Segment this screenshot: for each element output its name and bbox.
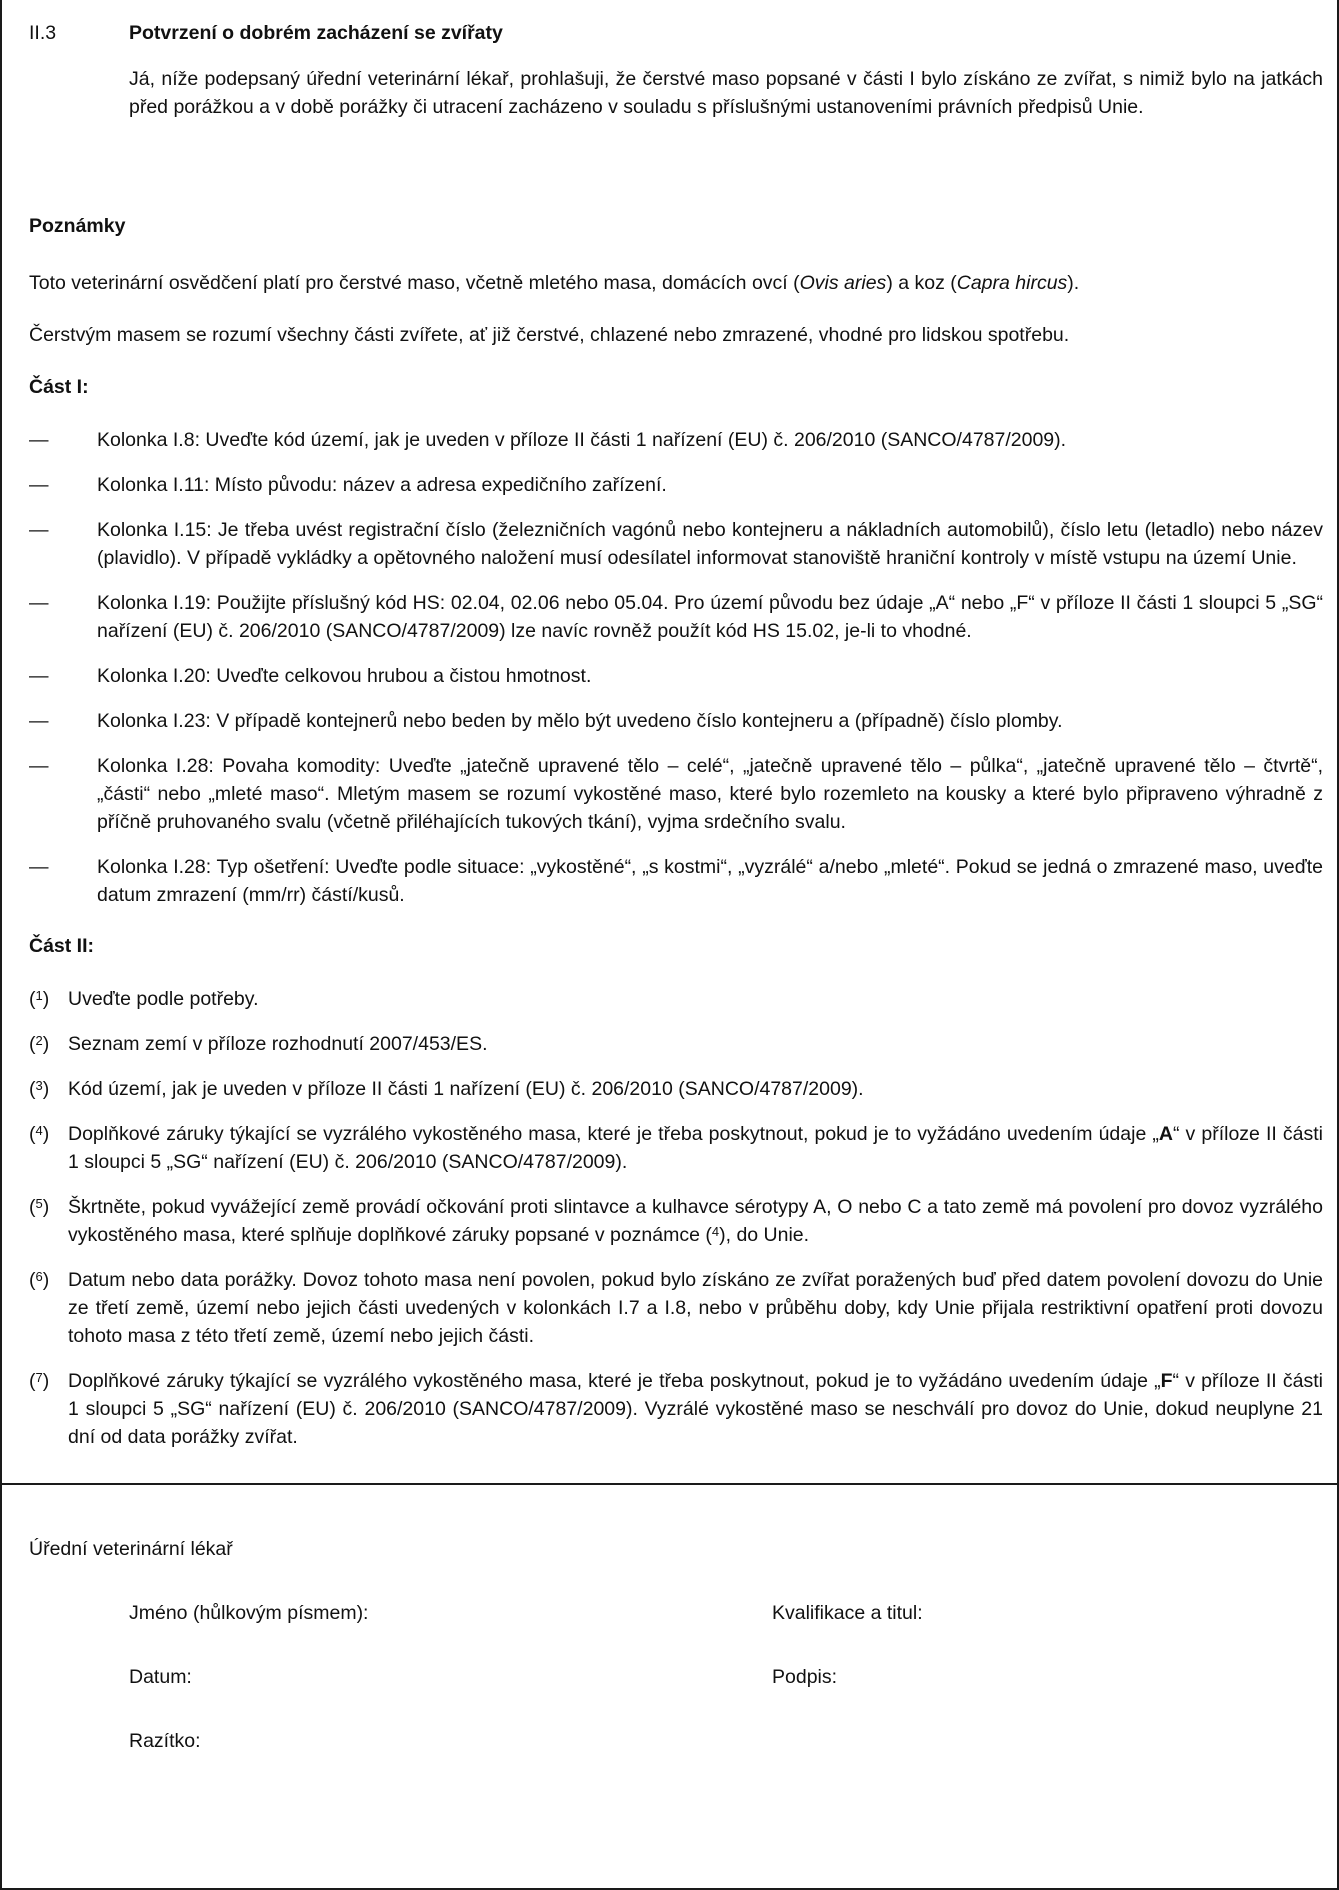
footnote-5: ($^5$) Škrtněte, pokud vyvážející země provádí očkování proti slintavce a kulhavce sérotypy A, O nebo C a tato země má povolení pro dovoz vyzrálého vykostěného masa, které splňuje doplňkové záruky popsané v poznámce ($^4$), do Unie. — [29, 1193, 1323, 1249]
species-capra: Capra hircus — [956, 272, 1068, 294]
qualification-field-label: Kvalifikace a titul: — [772, 1602, 923, 1624]
section-ii3 — [2, 0, 1337, 157]
section-number: II.3 — [29, 22, 57, 44]
footnote-marker: ($^3$) — [29, 1078, 50, 1100]
list-item: — Kolonka I.20: Uveďte celkovou hrubou a čistou hmotnost. — [29, 662, 1323, 690]
part1-list — [29, 426, 1323, 909]
notes-heading: Poznámky — [29, 215, 126, 237]
list-item: — Kolonka I.11: Místo původu: název a adresa expedičního zařízení. — [29, 471, 1323, 499]
notes-paragraph-definition: Čerstvým masem se rozumí všechny části zvířete, ať již čerstvé, chlazené nebo zmrazené, vhodné pro lidskou spotřebu. — [29, 324, 1070, 346]
footnote-7: ($^7$) Doplňkové záruky týkající se vyzrálého vykostěného masa, které je třeba poskytnout, pokud je to vyžádáno uvedením údaje „F“ v příloze II části 1 sloupci 5 „SG“ nařízení (EU) č. 206/2010 (SANCO/4787/2009). Vyzrálé vykostěné maso se neschválí pro dovoz do Unie, dokud neuplyne 21 dní od data porážky zvířat. — [29, 1367, 1323, 1451]
footnote-1: ($^1$) Uveďte podle potřeby. — [29, 985, 1323, 1013]
part2-footnotes — [29, 985, 1323, 1451]
list-item: — Kolonka I.28: Typ ošetření: Uveďte podle situace: „vykostěné“, „s kostmi“, „vyzrálé“ a/nebo „mleté“. Pokud se jedná o zmrazené maso, uveďte datum zmrazení (mm/rr) částí/kusů. — [29, 853, 1323, 909]
date-field-label: Datum: — [129, 1666, 192, 1688]
dash-marker: — — [29, 429, 49, 451]
footnote-reference: 4 — [711, 1224, 720, 1239]
list-item: — Kolonka I.15: Je třeba uvést registrační číslo (železničních vagónů nebo kontejneru a nákladních automobilů), číslo letu (letadlo) nebo název (plavidlo). V případě vykládky a opětovného naložení musí odesílatel informovat stanoviště hraniční kontroly v místě vstupu na území Unie. — [29, 516, 1323, 572]
signature-field-label: Podpis: — [772, 1666, 838, 1688]
section-title: Potvrzení o dobrém zacházení se zvířaty — [129, 22, 503, 44]
notes-section — [2, 157, 1337, 1451]
footnote-marker: ($^7$) — [29, 1370, 50, 1392]
footnote-marker: ($^5$) — [29, 1196, 50, 1218]
footnote-2: ($^2$) Seznam zemí v příloze rozhodnutí 2007/453/ES. — [29, 1030, 1323, 1058]
stamp-field-label: Razítko: — [129, 1730, 201, 1752]
list-item: — Kolonka I.8: Uveďte kód území, jak je uveden v příloze II části 1 nařízení (EU) č. 206/2010 (SANCO/4787/2009). — [29, 426, 1323, 454]
dash-marker: — — [29, 856, 49, 878]
dash-marker: — — [29, 592, 49, 614]
footnote-marker: ($^6$) — [29, 1269, 50, 1291]
list-item: — Kolonka I.19: Použijte příslušný kód HS: 02.04, 02.06 nebo 05.04. Pro území původu bez údaje „A“ nebo „F“ v příloze II části 1 sloupci 5 „SG“ nařízení (EU) č. 206/2010 (SANCO/4787/2009) lze navíc rovněž použít kód HS 15.02, je-li to vhodné. — [29, 589, 1323, 645]
notes-paragraph-scope: Toto veterinární osvědčení platí pro čerstvé maso, včetně mletého masa, domácích ovcí (Ovis aries) a koz (Capra hircus). — [29, 272, 1080, 294]
dash-marker: — — [29, 755, 49, 777]
footnote-6: ($^6$) Datum nebo data porážky. Dovoz tohoto masa není povolen, pokud bylo získáno ze zvířat poražených buď před datem povolení dovozu do Unie ze třetí země, území nebo jejich části uvedených v kolonkách I.7 a I.8, nebo v průběhu doby, kdy Unie přijala restriktivní opatření proti dovozu tohoto masa z této třetí země, území nebo jejich části. — [29, 1266, 1323, 1350]
footnote-marker: ($^2$) — [29, 1033, 50, 1055]
part1-heading: Část I: — [29, 376, 89, 398]
footnote-4: ($^4$) Doplňkové záruky týkající se vyzrálého vykostěného masa, které je třeba poskytnout, pokud je to vyžádáno uvedením údaje „A“ v příloze II části 1 sloupci 5 „SG“ nařízení (EU) č. 206/2010 (SANCO/4787/2009). — [29, 1120, 1323, 1176]
dash-marker: — — [29, 519, 49, 541]
footnote-marker: ($^1$) — [29, 988, 50, 1010]
name-field-label: Jméno (hůlkovým písmem): — [129, 1602, 369, 1624]
dash-marker: — — [29, 710, 49, 732]
section-declaration: Já, níže podepsaný úřední veterinární lékař, prohlašuji, že čerstvé maso popsané v části I bylo získáno ze zvířat, s nimiž bylo na jatkách před porážkou a v době porážky či utracení zacházeno v souladu s příslušnými ustanoveními právních předpisů Unie. — [129, 68, 1323, 118]
species-ovis: Ovis aries — [799, 272, 887, 294]
signature-heading: Úřední veterinární lékař — [29, 1538, 233, 1560]
list-item: — Kolonka I.28: Povaha komodity: Uveďte „jatečně upravené tělo – celé“, „jatečně upravené tělo – půlka“, „jatečně upravené tělo – čtvrtě“, „části“ nebo „mleté maso“. Mletým masem se rozumí vykostěné maso, které bylo rozemleto na kousky a které bylo připraveno výhradně z příčně pruhovaného svalu (včetně přiléhajících tukových tkání), vyjma srdečního svalu. — [29, 752, 1323, 836]
footnote-marker: ($^4$) — [29, 1123, 50, 1145]
dash-marker: — — [29, 665, 49, 687]
signature-section — [2, 1485, 1337, 1888]
part2-heading: Část II: — [29, 935, 95, 957]
dash-marker: — — [29, 474, 49, 496]
list-item: — Kolonka I.23: V případě kontejnerů nebo beden by mělo být uvedeno číslo kontejneru a (případně) číslo plomby. — [29, 707, 1323, 735]
footnote-3: ($^3$) Kód území, jak je uveden v příloze II části 1 nařízení (EU) č. 206/2010 (SANCO/4787/2009). — [29, 1075, 1323, 1103]
